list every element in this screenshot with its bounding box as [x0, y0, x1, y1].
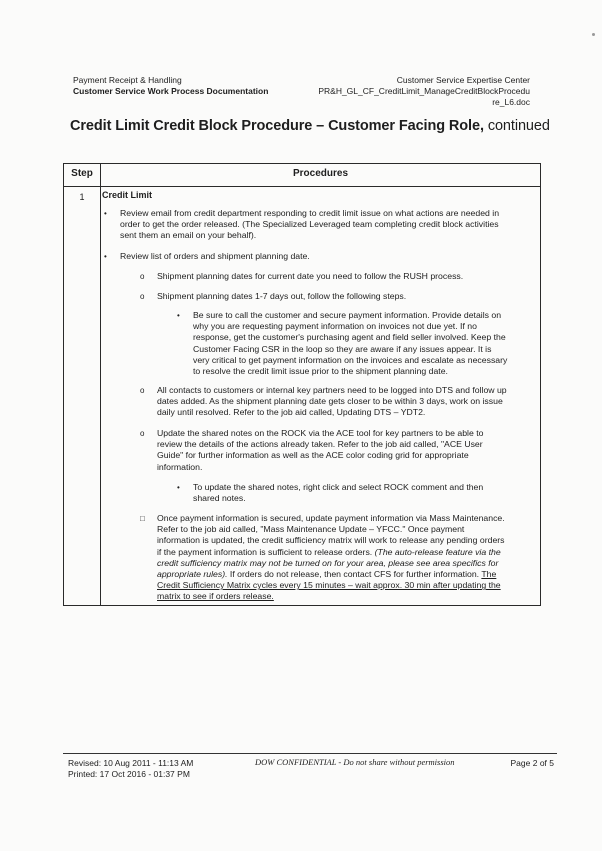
sub-item-3 [157, 385, 553, 419]
header-step: Step [71, 168, 93, 179]
text-line: shared notes. [193, 493, 246, 504]
page-title-main: Credit Limit Credit Block Procedure – Customer Facing Role, [70, 118, 484, 134]
revised-date: Revised: 10 Aug 2011 - 11:13 AM [68, 758, 194, 768]
sub-sub-item-2 [193, 482, 551, 504]
bullet-marker: • [104, 252, 107, 261]
sub-sub-item-1 [193, 310, 551, 377]
text-line: daily until resolved. Refer to the job aid called, Updating DTS – YDT2. [157, 407, 426, 418]
text-line: to resolve the credit limit issue prior to the shipment planning date. [193, 366, 448, 377]
bullet-marker: • [177, 483, 180, 492]
text-line: All contacts to customers or internal key partners need to be logged into DTS and follow up [157, 385, 507, 395]
text-line: Review email from credit department responding to credit limit issue on what actions are needed in [120, 208, 500, 218]
header-right-line1: Customer Service Expertise Center [396, 75, 530, 85]
text-line: response, get the customer's purchasing agent and field seller involved. Keep the [193, 332, 506, 343]
underlined-note: Credit Sufficiency Matrix cycles every 15 minutes – wait approx. 30 min after updating the [157, 580, 501, 591]
header-right-line3: re_L6.doc [492, 97, 530, 107]
text-line: very critical to get payment information on the invoices and escalate as necessary [193, 354, 508, 365]
text-line: Guide" for further information as well as the ACE color coding grid for appropriate [157, 450, 469, 461]
underlined-note: matrix to see if orders release. [157, 591, 274, 602]
header-left [73, 75, 268, 97]
circle-marker: o [140, 429, 145, 438]
underlined-note: The [481, 569, 497, 580]
circle-marker: o [140, 386, 145, 395]
page-title [70, 118, 550, 134]
text-line: sent them an email on your behalf). [120, 230, 257, 241]
section-title: Credit Limit [102, 190, 153, 200]
header-right [260, 75, 530, 108]
scan-speck [592, 33, 595, 36]
sub-item-1: Shipment planning dates for current date you need to follow the RUSH process. [157, 271, 464, 281]
text-line [157, 569, 553, 580]
text-line: review the details of the actions already taken. Refer to the job aid called, "ACE User [157, 439, 483, 450]
text-line: Customer Facing CSR in the loop so they are aware if any issues appear. It is [193, 343, 492, 354]
text-line: Be sure to call the customer and secure payment information. Provide details on [193, 310, 502, 320]
sub-item-4 [157, 428, 553, 473]
text-line: information. [157, 461, 203, 472]
printed-date: Printed: 17 Oct 2016 - 01:37 PM [68, 769, 190, 779]
italic-note: credit sufficiency matrix may not be turned on for your area, please see area specifics for [157, 557, 499, 568]
text-line: dates added. As the shipment planning date gets closer to be within 3 days, work on issue [157, 396, 503, 407]
text-line: Update the shared notes on the ROCK via the ACE tool for key partners to be able to [157, 428, 484, 438]
text-line: To update the shared notes, right click and select ROCK comment and then [193, 482, 484, 492]
circle-marker: o [140, 292, 145, 301]
page-number: Page 2 of 5 [510, 758, 554, 768]
text-line: information is updated, the credit sufficiency matrix will work to release any pending orders [157, 535, 505, 546]
bullet-2: Review list of orders and shipment planning date. [120, 251, 310, 261]
italic-note: (The auto-release feature via the [374, 546, 501, 557]
text-line [157, 547, 553, 558]
header-left-line2: Customer Service Work Process Documentation [73, 86, 269, 96]
footer-divider [63, 753, 557, 754]
footer-dates [68, 758, 193, 780]
text-span: If orders do not release, then contact CFS for further information. [227, 569, 482, 580]
header-left-line1: Payment Receipt & Handling [73, 75, 182, 85]
sub-item-2: Shipment planning dates 1-7 days out, follow the following steps. [157, 291, 407, 301]
column-divider [100, 164, 101, 605]
step-number: 1 [79, 192, 85, 202]
header-right-line2: PR&H_GL_CF_CreditLimit_ManageCreditBlockProcedu [318, 86, 530, 96]
sub-item-5 [157, 513, 553, 603]
bullet-marker: • [104, 209, 107, 218]
text-line: order to get the order released. (The Specialized Leveraged team completing credit block activities [120, 219, 499, 230]
text-span: if the payment information is sufficient to release orders. [157, 546, 375, 557]
text-line: why you are requesting payment information on invoices not due yet. If no [193, 321, 477, 332]
page-title-suffix: continued [483, 118, 550, 134]
bullet-1 [120, 208, 552, 242]
confidential-notice: DOW CONFIDENTIAL - Do not share without permission [255, 757, 455, 767]
bullet-marker: • [177, 311, 180, 320]
italic-note: appropriate rules). [157, 569, 228, 580]
square-marker: □ [140, 514, 145, 523]
circle-marker: o [140, 272, 145, 281]
text-line: Once payment information is secured, update payment information via Mass Maintenance. [157, 513, 505, 523]
header-procedures: Procedures [292, 168, 349, 179]
text-line: Refer to the job aid called, "Mass Maintenance Update – YFCC." Once payment [157, 524, 465, 535]
